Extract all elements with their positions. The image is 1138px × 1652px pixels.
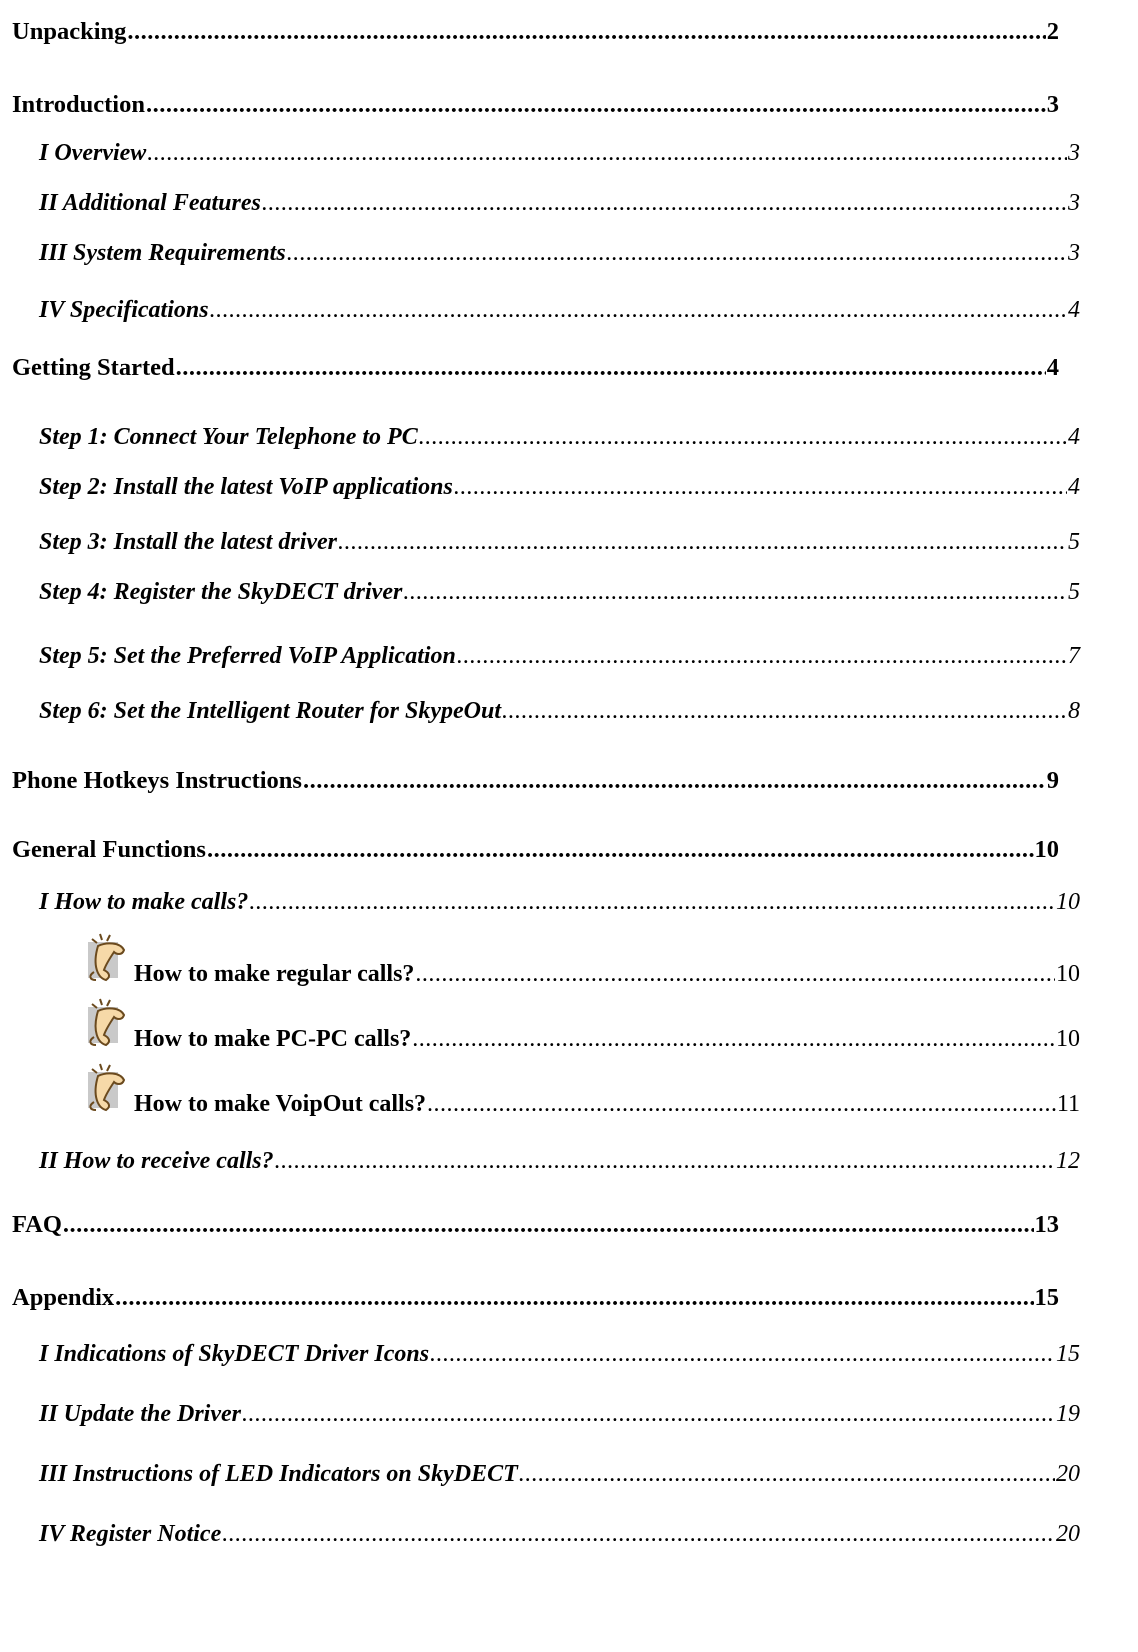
dot-leader (222, 1522, 1055, 1546)
dot-leader (415, 962, 1055, 986)
toc-entry-page-number: 10 (1056, 1026, 1080, 1052)
toc-entry[interactable] (134, 1092, 1080, 1116)
toc-entry-page-number: 20 (1056, 1521, 1080, 1547)
toc-entry-title: II How to receive calls? (39, 1148, 274, 1174)
toc-entry-page-number: 4 (1068, 424, 1080, 450)
toc-entry-page-number: 7 (1068, 643, 1080, 669)
toc-entry-page-number: 9 (1046, 767, 1059, 794)
toc-entry-page-number: 5 (1068, 579, 1080, 605)
dot-leader (207, 838, 1034, 863)
toc-entry-page-number: 2 (1046, 18, 1059, 45)
toc-entry-page-number: 15 (1056, 1341, 1080, 1367)
toc-entry-page-number: 3 (1068, 190, 1080, 216)
toc-entry-title: Step 4: Register the SkyDECT driver (39, 579, 403, 605)
dot-leader (176, 356, 1046, 381)
toc-entry-title: FAQ (12, 1211, 62, 1238)
toc-entry-page-number: 3 (1068, 140, 1080, 166)
toc-entry[interactable] (39, 475, 1080, 499)
toc-entry[interactable] (12, 769, 1059, 794)
dot-leader (262, 191, 1067, 215)
toc-entry[interactable] (12, 1286, 1059, 1311)
toc-entry-page-number: 19 (1056, 1401, 1080, 1427)
toc-entry[interactable] (134, 1027, 1080, 1051)
toc-entry-title: Step 3: Install the latest driver (39, 529, 338, 555)
toc-entry-title: How to make regular calls? (134, 961, 415, 987)
toc-entry-title: Step 1: Connect Your Telephone to PC (39, 424, 418, 450)
dot-leader (146, 93, 1046, 118)
toc-entry[interactable] (39, 530, 1080, 554)
toc-entry[interactable] (12, 20, 1059, 45)
dot-leader (457, 644, 1067, 668)
toc-entry[interactable] (39, 890, 1080, 914)
toc-entry-title: Unpacking (12, 18, 127, 45)
toc-entry-title: How to make PC-PC calls? (134, 1026, 412, 1052)
dot-leader (287, 241, 1067, 265)
toc-entry[interactable] (39, 141, 1080, 165)
toc-entry-title: I Overview (39, 140, 147, 166)
toc-entry[interactable] (134, 962, 1080, 986)
toc-entry-title: How to make VoipOut calls? (134, 1091, 427, 1117)
toc-entry-title: Phone Hotkeys Instructions (12, 767, 302, 794)
dot-leader (454, 475, 1067, 499)
dot-leader (419, 425, 1067, 449)
toc-entry-page-number: 12 (1056, 1148, 1080, 1174)
toc-entry-title: Getting Started (12, 354, 175, 381)
dot-leader (412, 1027, 1055, 1051)
toc-entry-title: III Instructions of LED Indicators on SkyDECT (39, 1461, 518, 1487)
toc-entry-page-number: 8 (1068, 698, 1080, 724)
toc-entry[interactable] (39, 425, 1080, 449)
dot-leader (502, 699, 1067, 723)
toc-entry-page-number: 4 (1068, 297, 1080, 323)
toc-entry-title: II Additional Features (39, 190, 261, 216)
toc-entry[interactable] (12, 838, 1059, 863)
dot-leader (519, 1462, 1055, 1486)
toc-entry[interactable] (39, 1462, 1080, 1486)
toc-entry-title: II Update the Driver (39, 1401, 241, 1427)
dot-leader (115, 1286, 1033, 1311)
toc-entry-title: General Functions (12, 836, 206, 863)
toc-entry-page-number: 11 (1056, 1091, 1080, 1117)
toc-entry-title: I How to make calls? (39, 889, 249, 915)
toc-entry-page-number: 10 (1056, 889, 1080, 915)
dot-leader (275, 1149, 1055, 1173)
dot-leader (63, 1213, 1034, 1238)
toc-entry-title: Step 5: Set the Preferred VoIP Application (39, 643, 456, 669)
toc-entry[interactable] (12, 1213, 1059, 1238)
telephone-icon (84, 932, 132, 982)
toc-entry-title: Introduction (12, 91, 145, 118)
toc-entry[interactable] (39, 644, 1080, 668)
telephone-icon (84, 997, 132, 1047)
dot-leader (210, 298, 1067, 322)
toc-entry[interactable] (39, 1402, 1080, 1426)
toc-entry-page-number: 3 (1068, 240, 1080, 266)
toc-entry[interactable] (39, 191, 1080, 215)
telephone-icon (84, 1062, 132, 1112)
toc-entry[interactable] (39, 699, 1080, 723)
dot-leader (249, 890, 1055, 914)
toc-entry[interactable] (39, 1342, 1080, 1366)
dot-leader (127, 20, 1045, 45)
dot-leader (403, 580, 1067, 604)
toc-entry[interactable] (39, 1522, 1080, 1546)
toc-entry-title: I Indications of SkyDECT Driver Icons (39, 1341, 430, 1367)
toc-entry-title: Step 6: Set the Intelligent Router for SkypeOut (39, 698, 502, 724)
toc-entry-page-number: 13 (1034, 1211, 1059, 1238)
toc-entry[interactable] (39, 580, 1080, 604)
dot-leader (430, 1342, 1055, 1366)
toc-entry-title: Step 2: Install the latest VoIP applications (39, 474, 453, 500)
toc-entry[interactable] (12, 93, 1059, 118)
toc-entry-title: IV Register Notice (39, 1521, 222, 1547)
toc-entry-page-number: 10 (1056, 961, 1080, 987)
dot-leader (242, 1402, 1055, 1426)
toc-entry-title: III System Requirements (39, 240, 286, 266)
toc-entry-page-number: 15 (1034, 1284, 1059, 1311)
toc-entry[interactable] (39, 1149, 1080, 1173)
dot-leader (303, 769, 1046, 794)
toc-entry[interactable] (39, 241, 1080, 265)
toc-entry-title: Appendix (12, 1284, 115, 1311)
dot-leader (338, 530, 1067, 554)
toc-entry-title: IV Specifications (39, 297, 209, 323)
toc-entry-page-number: 20 (1056, 1461, 1080, 1487)
toc-entry-page-number: 4 (1068, 474, 1080, 500)
toc-entry[interactable] (39, 298, 1080, 322)
toc-entry[interactable] (12, 356, 1059, 381)
toc-entry-page-number: 3 (1046, 91, 1059, 118)
toc-entry-page-number: 4 (1046, 354, 1059, 381)
toc-entry-page-number: 5 (1068, 529, 1080, 555)
toc-entry-page-number: 10 (1034, 836, 1059, 863)
dot-leader (427, 1092, 1056, 1116)
dot-leader (147, 141, 1067, 165)
